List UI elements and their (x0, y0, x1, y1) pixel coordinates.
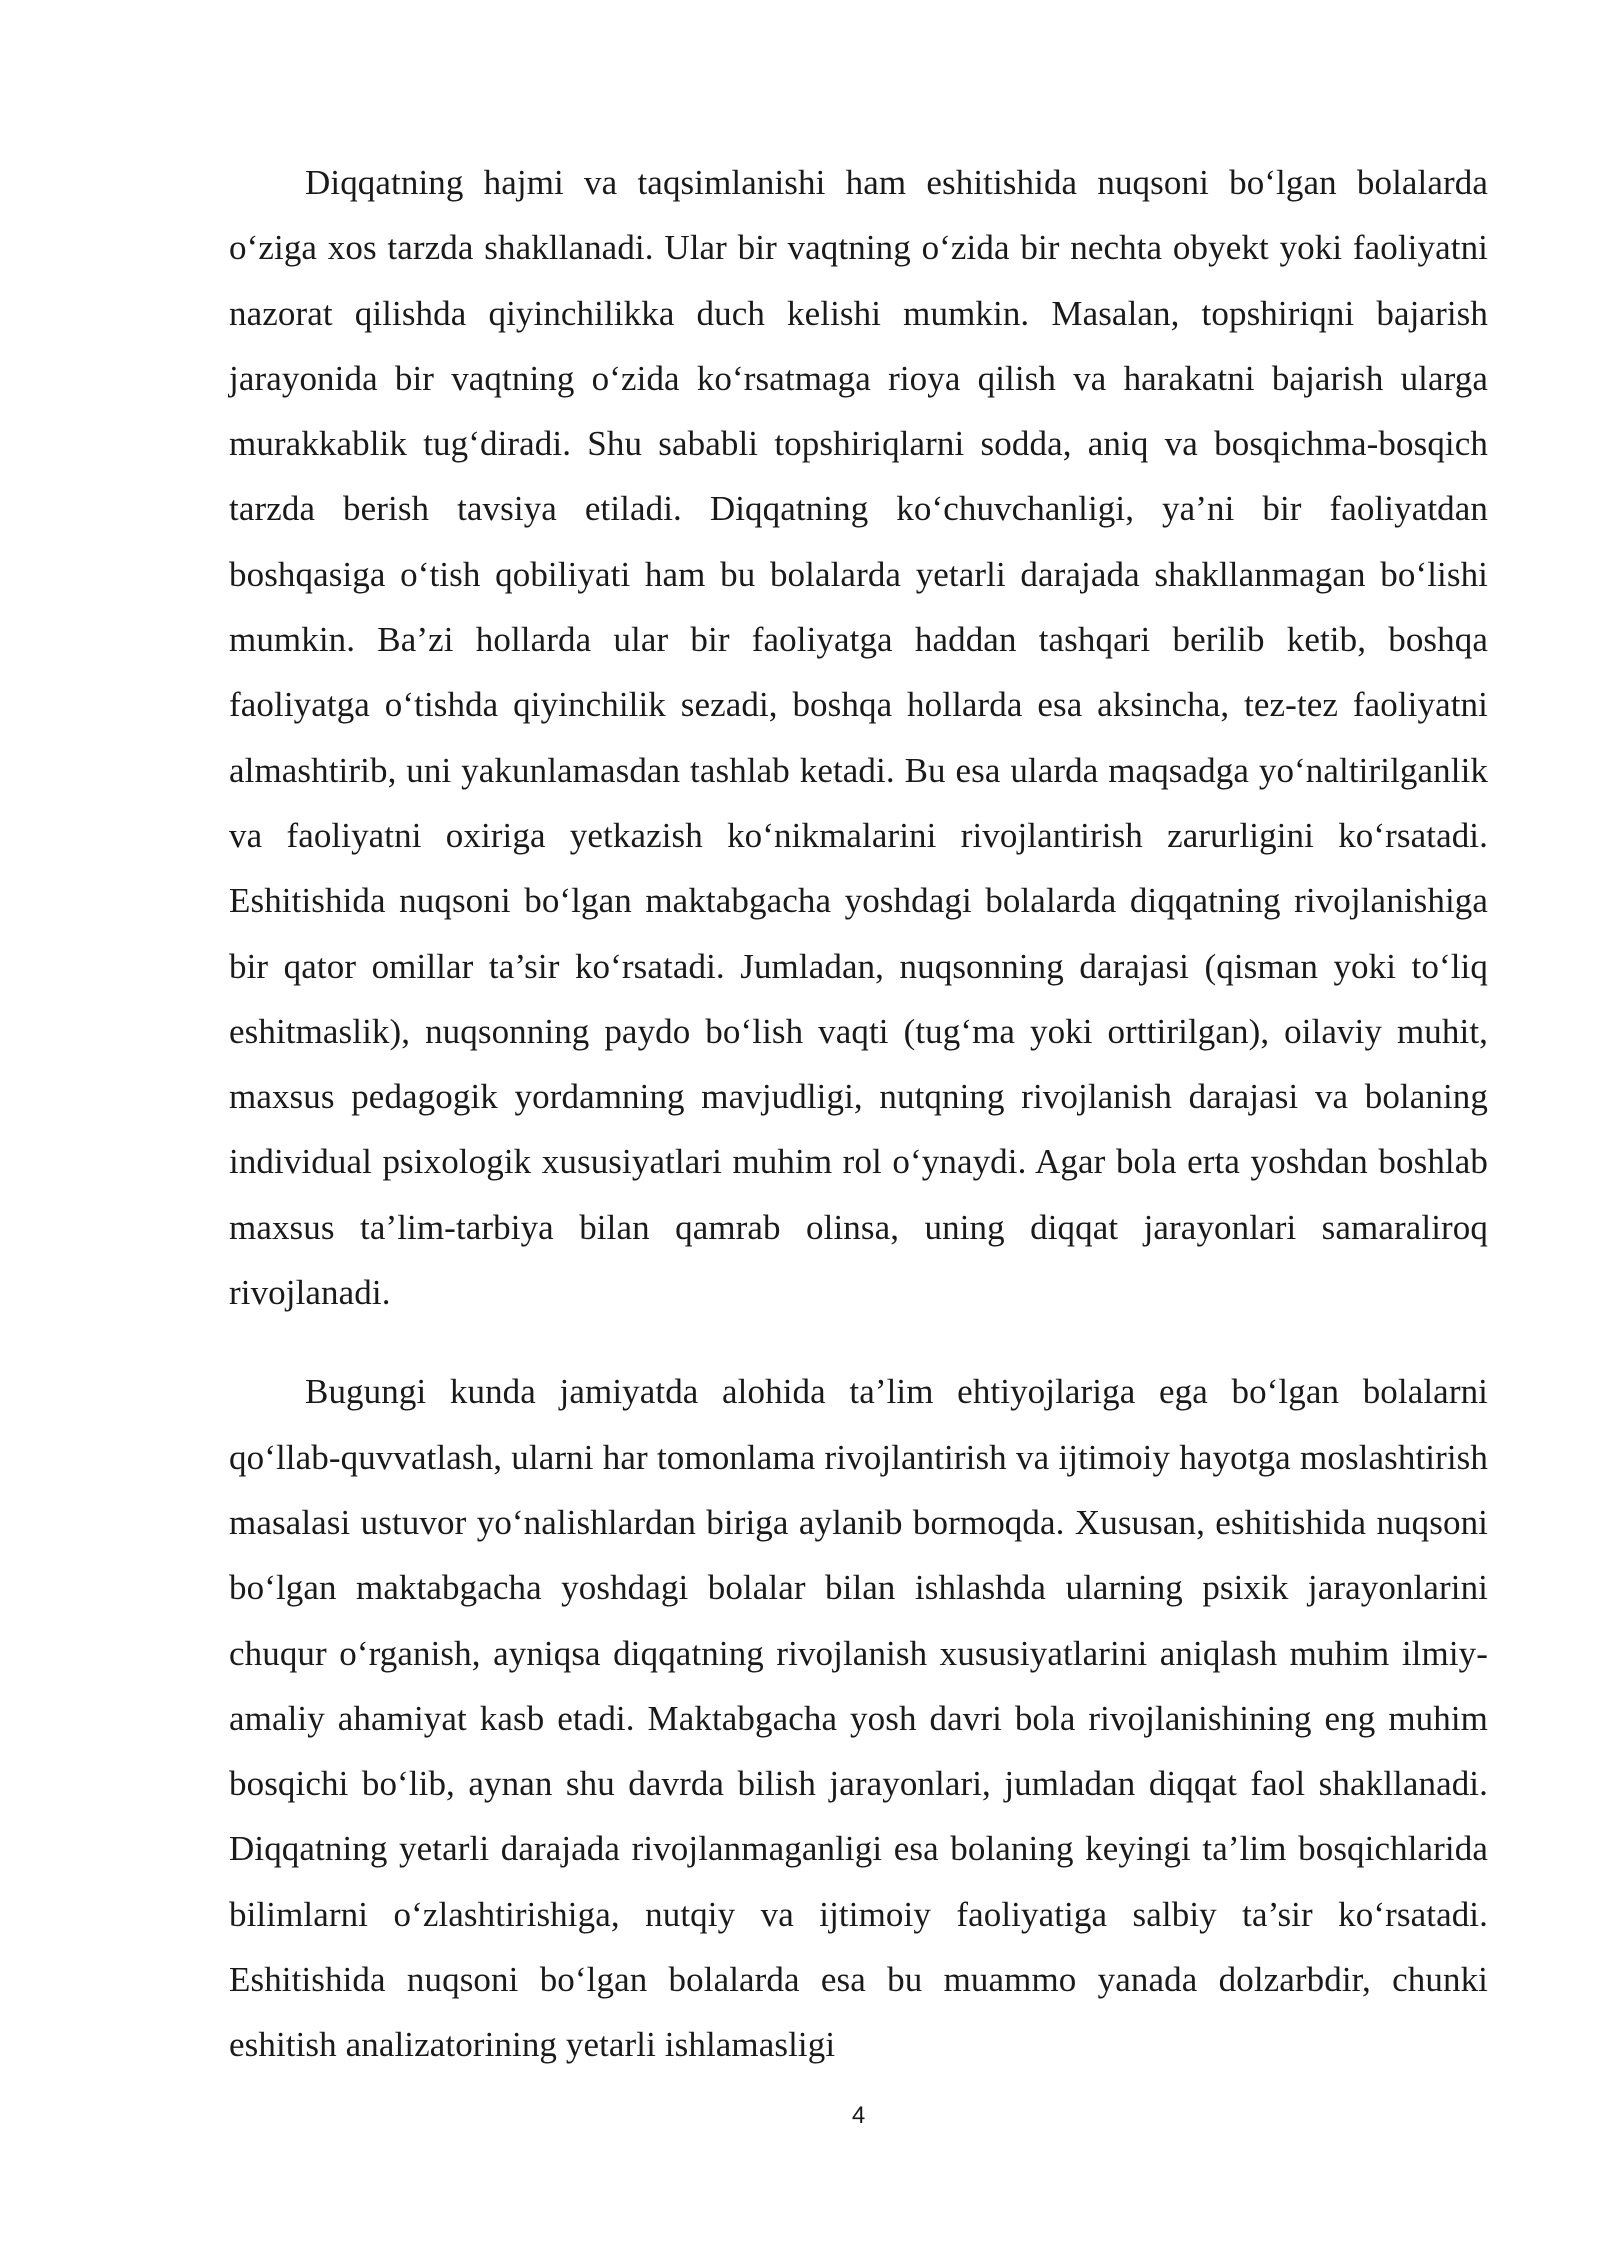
document-body (229, 150, 1488, 2078)
paragraph-attention-volume: Diqqatning hajmi va taqsimlanishi ham eshitishida nuqsoni bo‘lgan bolalarda o‘ziga xos tarzda shakllanadi. Ular bir vaqtning o‘zida bir nechta obyekt yoki faoliyatni nazorat qilishda qiyinchilikka duch kelishi mumkin. Masalan, topshiriqni bajarish jarayonida bir vaqtning o‘zida ko‘rsatmaga rioya qilish va harakatni bajarish ularga murakkablik tug‘diradi. Shu sababli topshiriqlarni sodda, aniq va bosqichma-bosqich tarzda berish tavsiya etiladi. Diqqatning ko‘chuvchanligi, ya’ni bir faoliyatdan boshqasiga o‘tish qobiliyati ham bu bolalarda yetarli darajada shakllanmagan bo‘lishi mumkin. Ba’zi hollarda ular bir faoliyatga haddan tashqari berilib ketib, boshqa faoliyatga o‘tishda qiyinchilik sezadi, boshqa hollarda esa aksincha, tez-tez faoliyatni almashtirib, uni yakunlamasdan tashlab ketadi. Bu esa ularda maqsadga yo‘naltirilganlik va faoliyatni oxiriga yetkazish ko‘nikmalarini rivojlantirish zarurligini ko‘rsatadi. Eshitishida nuqsoni bo‘lgan maktabgacha yoshdagi bolalarda diqqatning rivojlanishiga bir qator omillar ta’sir ko‘rsatadi. Jumladan, nuqsonning darajasi (qisman yoki to‘liq eshitmaslik), nuqsonning paydo bo‘lish vaqti (tug‘ma yoki orttirilgan), oilaviy muhit, maxsus pedagogik yordamning mavjudligi, nutqning rivojlanish darajasi va bolaning individual psixologik xususiyatlari muhim rol o‘ynaydi. Agar bola erta yoshdan boshlab maxsus ta’lim-tarbiya bilan qamrab olinsa, uning diqqat jarayonlari samaraliroq rivojlanadi. (229, 163, 1488, 1313)
page-number: 4 (851, 2102, 866, 2129)
paragraph-special-needs-support: Bugungi kunda jamiyatda alohida ta’lim ehtiyojlariga ega bo‘lgan bolalarni qo‘llab-quvvatlash, ularni har tomonlama rivojlantirish va ijtimoiy hayotga moslashtirish masalasi ustuvor yo‘nalishlardan biriga aylanib bormoqda. Xususan, eshitishida nuqsoni bo‘lgan maktabgacha yoshdagi bolalar bilan ishlashda ularning psixik jarayonlarini chuqur o‘rganish, ayniqsa diqqatning rivojlanish xususiyatlarini aniqlash muhim ilmiy-amaliy ahamiyat kasb etadi. Maktabgacha yosh davri bola rivojlanishining eng muhim bosqichi bo‘lib, aynan shu davrda bilish jarayonlari, jumladan diqqat faol shakllanadi. Diqqatning yetarli darajada rivojlanmaganligi esa bolaning keyingi ta’lim bosqichlarida bilimlarni o‘zlashtirishiga, nutqiy va ijtimoiy faoliyatiga salbiy ta’sir ko‘rsatadi. Eshitishida nuqsoni bo‘lgan bolalarda esa bu muammo yanada dolzarbdir, chunki eshitish analizatorining yetarli ishlamasligi (229, 1372, 1488, 2065)
